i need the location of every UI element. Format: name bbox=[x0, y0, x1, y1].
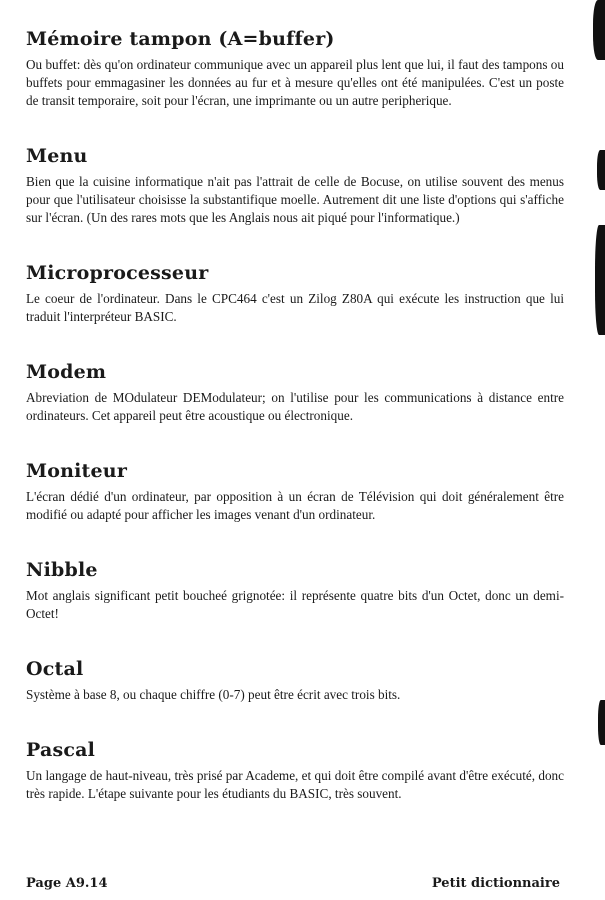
dictionary-page bbox=[26, 28, 564, 838]
entry-term: Nibble bbox=[26, 559, 98, 581]
entry-definition: Abreviation de MOdulateur DEModulateur; on l'utilise pour les communications à distance entre ordinateurs. Cet appareil peut être acoustique ou électronique. bbox=[26, 390, 564, 423]
page-footer bbox=[26, 876, 560, 891]
scan-edge-mark bbox=[598, 700, 605, 745]
entry-nibble bbox=[26, 559, 564, 623]
entry-definition: Ou buffet: dès qu'on ordinateur communique avec un appareil plus lent que lui, il faut des tampons ou buffets pour emmagasiner les données au fur et à mesure qu'elles ont été manipulées. C'est un poste de transit temporaire, soit pour l'écran, une imprimante ou un autre peripherique. bbox=[26, 57, 564, 108]
page-number: Page A9.14 bbox=[26, 876, 108, 891]
entry-term: Modem bbox=[26, 361, 107, 383]
entry-definition: Le coeur de l'ordinateur. Dans le CPC464 c'est un Zilog Z80A qui exécute les instruction que lui traduit l'interpréteur BASIC. bbox=[26, 291, 564, 324]
entry-term: Menu bbox=[26, 145, 88, 167]
entry-pascal bbox=[26, 739, 564, 803]
scan-edge-mark bbox=[597, 150, 605, 190]
entry-moniteur bbox=[26, 460, 564, 524]
entry-memoire-tampon bbox=[26, 28, 564, 110]
entry-definition: L'écran dédié d'un ordinateur, par opposition à un écran de Télévision qui doit généralement être modifié ou adapté pour afficher les images venant d'un ordinateur. bbox=[26, 489, 564, 522]
entry-menu bbox=[26, 145, 564, 227]
entry-modem bbox=[26, 361, 564, 425]
entry-term: Mémoire tampon (A=buffer) bbox=[26, 28, 335, 50]
entry-definition: Mot anglais significant petit boucheé grignotée: il représente quatre bits d'un Octet, donc un demi-Octet! bbox=[26, 588, 564, 621]
entry-term: Microprocesseur bbox=[26, 262, 209, 284]
entry-term: Octal bbox=[26, 658, 84, 680]
entry-term: Moniteur bbox=[26, 460, 128, 482]
entry-octal bbox=[26, 658, 564, 704]
entry-term: Pascal bbox=[26, 739, 96, 761]
scan-edge-mark bbox=[595, 225, 605, 335]
section-title: Petit dictionnaire bbox=[431, 876, 560, 891]
entry-definition: Un langage de haut-niveau, très prisé par Academe, et qui doit être compilé avant d'être exécuté, donc très rapide. L'étape suivante pour les étudiants du BASIC, très souvent. bbox=[26, 768, 564, 801]
scan-edge-mark bbox=[593, 0, 605, 60]
entry-definition: Système à base 8, ou chaque chiffre (0-7) peut être écrit avec trois bits. bbox=[26, 687, 401, 702]
entry-definition: Bien que la cuisine informatique n'ait pas l'attrait de celle de Bocuse, on utilise souvent des menus pour que l'utilisateur choisisse la substantifique moelle. Autrement dit une liste d'options qui s'affiche sur l'écran. (Un des rares mots que les Anglais nous ait piqué pour l'informatique.) bbox=[26, 174, 564, 225]
entry-microprocesseur bbox=[26, 262, 564, 326]
